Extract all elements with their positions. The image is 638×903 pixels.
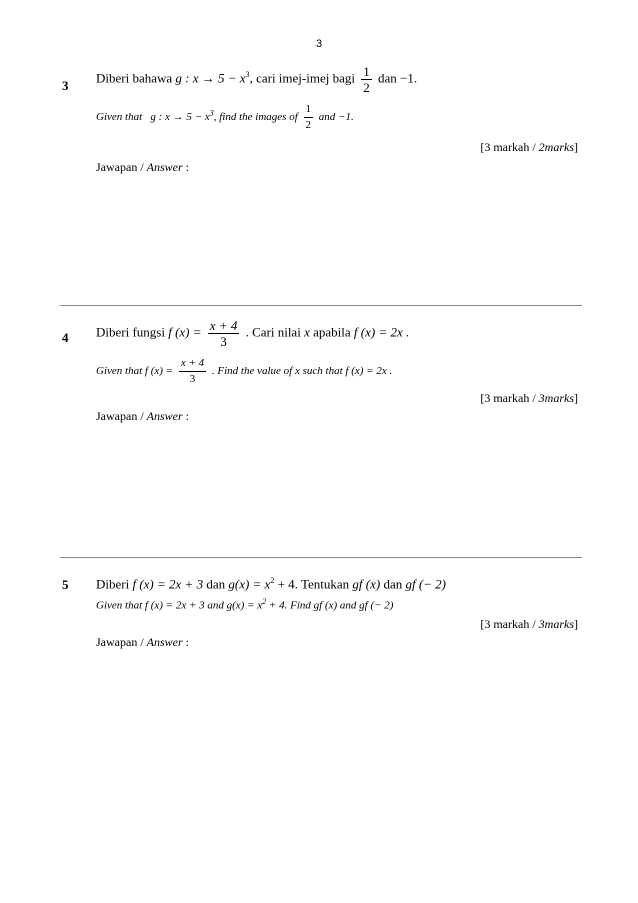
question-number: 4 xyxy=(62,330,69,345)
answer-english: Answer xyxy=(146,160,183,174)
section-divider xyxy=(60,557,582,558)
text-prefix: Given that xyxy=(96,365,143,378)
text-prefix: Diberi xyxy=(96,576,130,592)
fraction-numerator: 1 xyxy=(363,64,370,79)
question-text-english xyxy=(96,597,393,612)
text-suffix: and −1. xyxy=(318,111,354,124)
text-mid2: apabila xyxy=(313,324,351,340)
math-expr: f (x) = xyxy=(144,365,174,378)
math-expr3: gf (x) xyxy=(313,599,338,612)
marks-english: 2marks xyxy=(538,140,574,154)
text-mid: , cari imej-imej bagi xyxy=(249,70,355,86)
marks-end: ] xyxy=(574,391,578,405)
marks-label xyxy=(480,140,578,155)
text-suffix: dan −1. xyxy=(377,70,418,86)
math-expr2: g(x) = x xyxy=(228,576,271,592)
marks-malay: [3 markah / xyxy=(480,617,539,631)
math-expr4: gf (− 2) xyxy=(405,576,447,592)
text-and2: and xyxy=(339,599,357,612)
answer-malay: Jawapan / xyxy=(96,160,147,174)
answer-english: Answer xyxy=(146,409,183,423)
question-number: 5 xyxy=(62,577,69,592)
text-mid: . Tentukan xyxy=(294,576,350,592)
marks-label xyxy=(480,391,578,406)
answer-label xyxy=(96,409,189,424)
math-expr: g : x → 5 − x xyxy=(150,111,210,124)
page-number: 3 xyxy=(315,38,323,50)
fraction xyxy=(361,64,372,95)
answer-english: Answer xyxy=(146,635,183,649)
text-mid: . Find the value of x such that xyxy=(211,365,343,378)
question-text-english xyxy=(96,102,354,133)
marks-end: ] xyxy=(574,617,578,631)
math-expr2: f (x) = 2x . xyxy=(345,365,393,378)
fraction xyxy=(208,318,240,349)
exponent: 2 xyxy=(262,597,267,606)
question-number: 3 xyxy=(62,78,69,93)
marks-malay: [3 markah / xyxy=(480,391,539,405)
fraction-numerator: x + 4 xyxy=(180,357,205,369)
math-expr4: gf (− 2) xyxy=(359,599,394,612)
text-and: and xyxy=(207,599,224,612)
fraction-denominator: 3 xyxy=(208,333,240,349)
variable: x xyxy=(304,324,310,340)
math-expr1: f (x) = 2x + 3 xyxy=(132,576,204,592)
fraction-numerator: x + 4 xyxy=(209,318,238,333)
answer-colon: : xyxy=(182,160,189,174)
marks-english: 3marks xyxy=(538,391,574,405)
question-text-english xyxy=(96,356,392,387)
answer-label xyxy=(96,635,189,650)
marks-malay: [3 markah / xyxy=(480,140,539,154)
exponent: 3 xyxy=(245,70,250,80)
text-and2: dan xyxy=(383,576,403,592)
exponent: 3 xyxy=(209,108,214,118)
question-text-malay xyxy=(96,576,446,592)
text-and: dan xyxy=(206,576,226,592)
fraction-numerator: 1 xyxy=(305,103,312,115)
answer-colon: : xyxy=(182,635,189,649)
text-mid: . Find xyxy=(284,599,311,612)
answer-malay: Jawapan / xyxy=(96,409,147,423)
fraction xyxy=(304,102,314,133)
answer-malay: Jawapan / xyxy=(96,635,147,649)
answer-colon: : xyxy=(182,409,189,423)
question-text-malay xyxy=(96,318,409,349)
question-text-malay xyxy=(96,64,417,95)
math-expr2: g(x) = x xyxy=(226,599,263,612)
answer-label xyxy=(96,160,189,175)
math-expr1: f (x) = 2x + 3 xyxy=(144,599,205,612)
math-expr3: gf (x) xyxy=(352,576,381,592)
text-prefix: Diberi fungsi xyxy=(96,324,165,340)
math-expr2: f (x) = 2x . xyxy=(353,324,410,340)
fraction-denominator: 2 xyxy=(363,80,370,95)
marks-label xyxy=(480,617,578,632)
section-divider xyxy=(60,305,582,306)
text-prefix: Given that xyxy=(96,111,143,124)
fraction-denominator: 2 xyxy=(305,119,312,131)
fraction-denominator: 3 xyxy=(179,371,206,387)
text-prefix: Diberi bahawa xyxy=(96,70,173,86)
marks-english: 3marks xyxy=(538,617,574,631)
marks-end: ] xyxy=(574,140,578,154)
text-mid: , find the images of xyxy=(213,111,298,124)
text-mid: . Cari nilai xyxy=(245,324,301,340)
math-expr2b: + 4 xyxy=(277,576,295,592)
math-expr2b: + 4 xyxy=(268,599,285,612)
math-expr: f (x) = xyxy=(168,324,202,340)
math-expr: g : x → 5 − x xyxy=(175,70,246,86)
text-prefix: Given that xyxy=(96,599,143,612)
fraction xyxy=(179,356,206,387)
exponent: 2 xyxy=(270,576,275,585)
